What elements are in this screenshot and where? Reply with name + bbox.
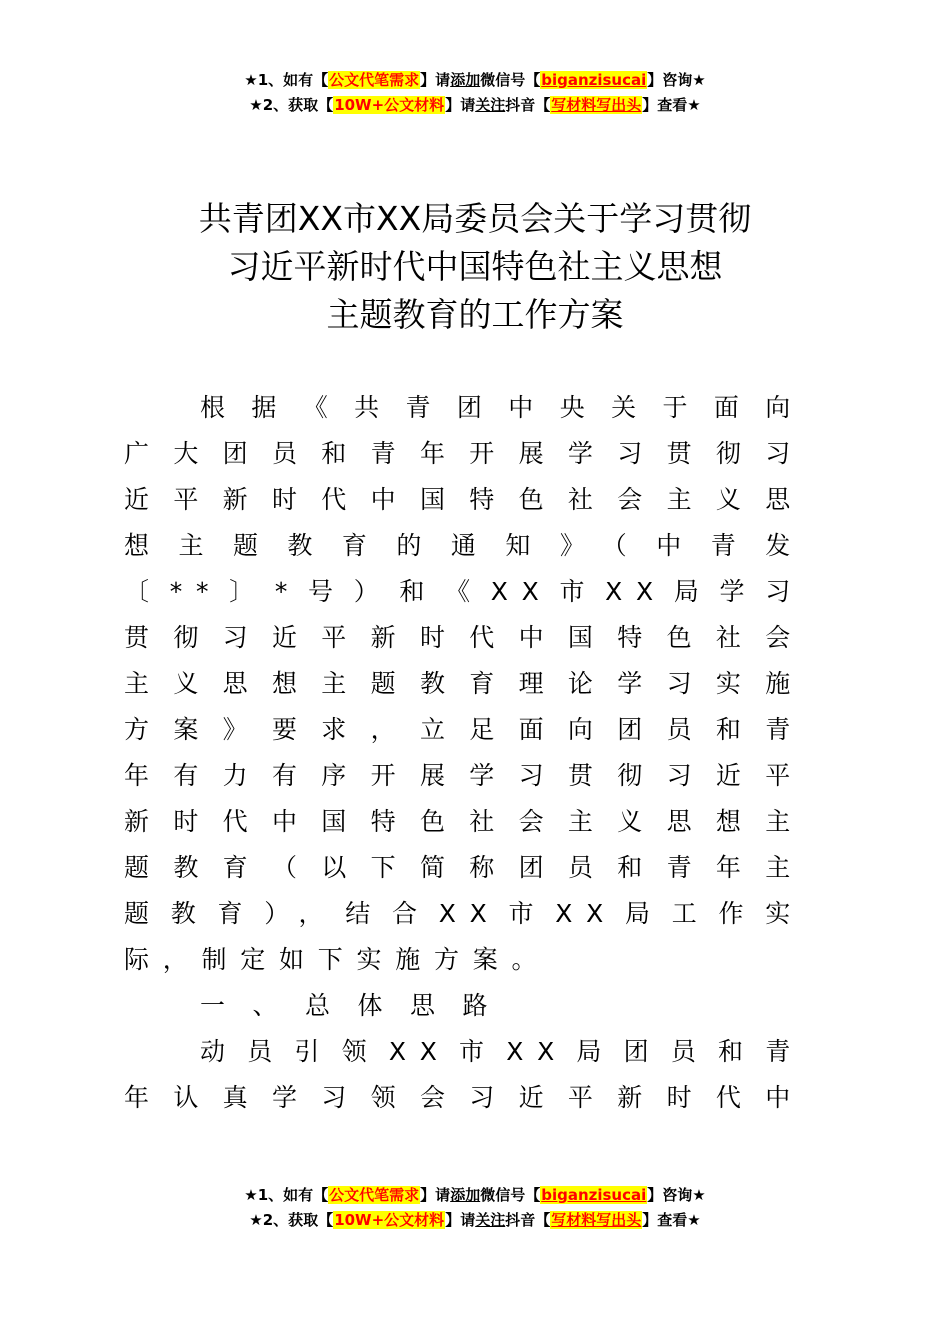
- ad-underlined-text: 关注: [475, 96, 506, 114]
- document-title: [0, 195, 950, 339]
- ad-line-1: [0, 68, 950, 93]
- ad-text: 】请: [445, 96, 476, 114]
- ad-underlined-text: 添加: [450, 1186, 481, 1204]
- ad-text: 微信号【: [480, 71, 541, 89]
- section-heading: 一、总体思路: [200, 991, 516, 1020]
- header-ad-banner: [0, 68, 950, 118]
- body-line: 贯彻习近平新时代中国特色社会: [124, 623, 804, 652]
- ad-highlight: 10W+公文材料: [334, 96, 445, 114]
- ad-text: 微信号【: [480, 1186, 541, 1204]
- title-line-2: 习近平新时代中国特色社主义思想: [227, 247, 723, 286]
- body-line: 主义思想主题教育理论学习实施: [124, 669, 804, 698]
- body-line: 近平新时代中国特色社会主义思: [124, 485, 804, 514]
- douyin-account-link[interactable]: 写材料写出头: [551, 96, 642, 114]
- title-line-3: 主题教育的工作方案: [326, 295, 624, 334]
- ad-line-2: [0, 93, 950, 118]
- body-line: 题教育），结合XX市XX局工作实: [124, 899, 804, 928]
- body-line: 际，制定如下实施方案。: [124, 945, 551, 974]
- title-line-1: 共青团XX市XX局委员会关于学习贯彻: [198, 199, 752, 238]
- ad-text: 】请: [420, 71, 451, 89]
- ad-text: 】咨询★: [647, 71, 706, 89]
- body-line: 动员引领XX市XX局团员和青: [200, 1037, 804, 1066]
- ad-text: 】请: [445, 1211, 476, 1229]
- ad-text: 】查看★: [642, 96, 701, 114]
- ad-text: ★2、获取【: [249, 96, 334, 114]
- footer-ad-banner: [0, 1183, 950, 1233]
- ad-text: ★1、如有【: [244, 1186, 329, 1204]
- wechat-id-link[interactable]: biganzisucai: [541, 1186, 647, 1204]
- ad-line-1: [0, 1183, 950, 1208]
- body-line: 根据《共青团中央关于面向: [200, 393, 804, 422]
- body-line: 题教育（以下简称团员和青年主: [124, 853, 804, 882]
- ad-line-2: [0, 1208, 950, 1233]
- body-line: 方案》要求，立足面向团员和青: [124, 715, 804, 744]
- wechat-id-link[interactable]: biganzisucai: [541, 71, 647, 89]
- body-line: 新时代中国特色社会主义思想主: [124, 807, 804, 836]
- body-line: 年有力有序开展学习贯彻习近平: [124, 761, 804, 790]
- ad-text: 抖音【: [505, 96, 551, 114]
- document-body: [124, 385, 804, 1121]
- ad-highlight: 公文代笔需求: [329, 71, 420, 89]
- ad-underlined-text: 关注: [475, 1211, 506, 1229]
- ad-highlight: 公文代笔需求: [329, 1186, 420, 1204]
- ad-text: 抖音【: [505, 1211, 551, 1229]
- ad-text: 】查看★: [642, 1211, 701, 1229]
- douyin-account-link[interactable]: 写材料写出头: [551, 1211, 642, 1229]
- ad-text: 】请: [420, 1186, 451, 1204]
- body-line: 想主题教育的通知》（中青发: [124, 531, 804, 560]
- ad-text: 】咨询★: [647, 1186, 706, 1204]
- ad-text: ★1、如有【: [244, 71, 329, 89]
- ad-text: ★2、获取【: [249, 1211, 334, 1229]
- body-line: 广大团员和青年开展学习贯彻习: [124, 439, 804, 468]
- body-line: 年认真学习领会习近平新时代中: [124, 1083, 804, 1112]
- ad-highlight: 10W+公文材料: [334, 1211, 445, 1229]
- ad-underlined-text: 添加: [450, 71, 481, 89]
- body-line: 〔**〕*号）和《XX市XX局学习: [124, 577, 804, 606]
